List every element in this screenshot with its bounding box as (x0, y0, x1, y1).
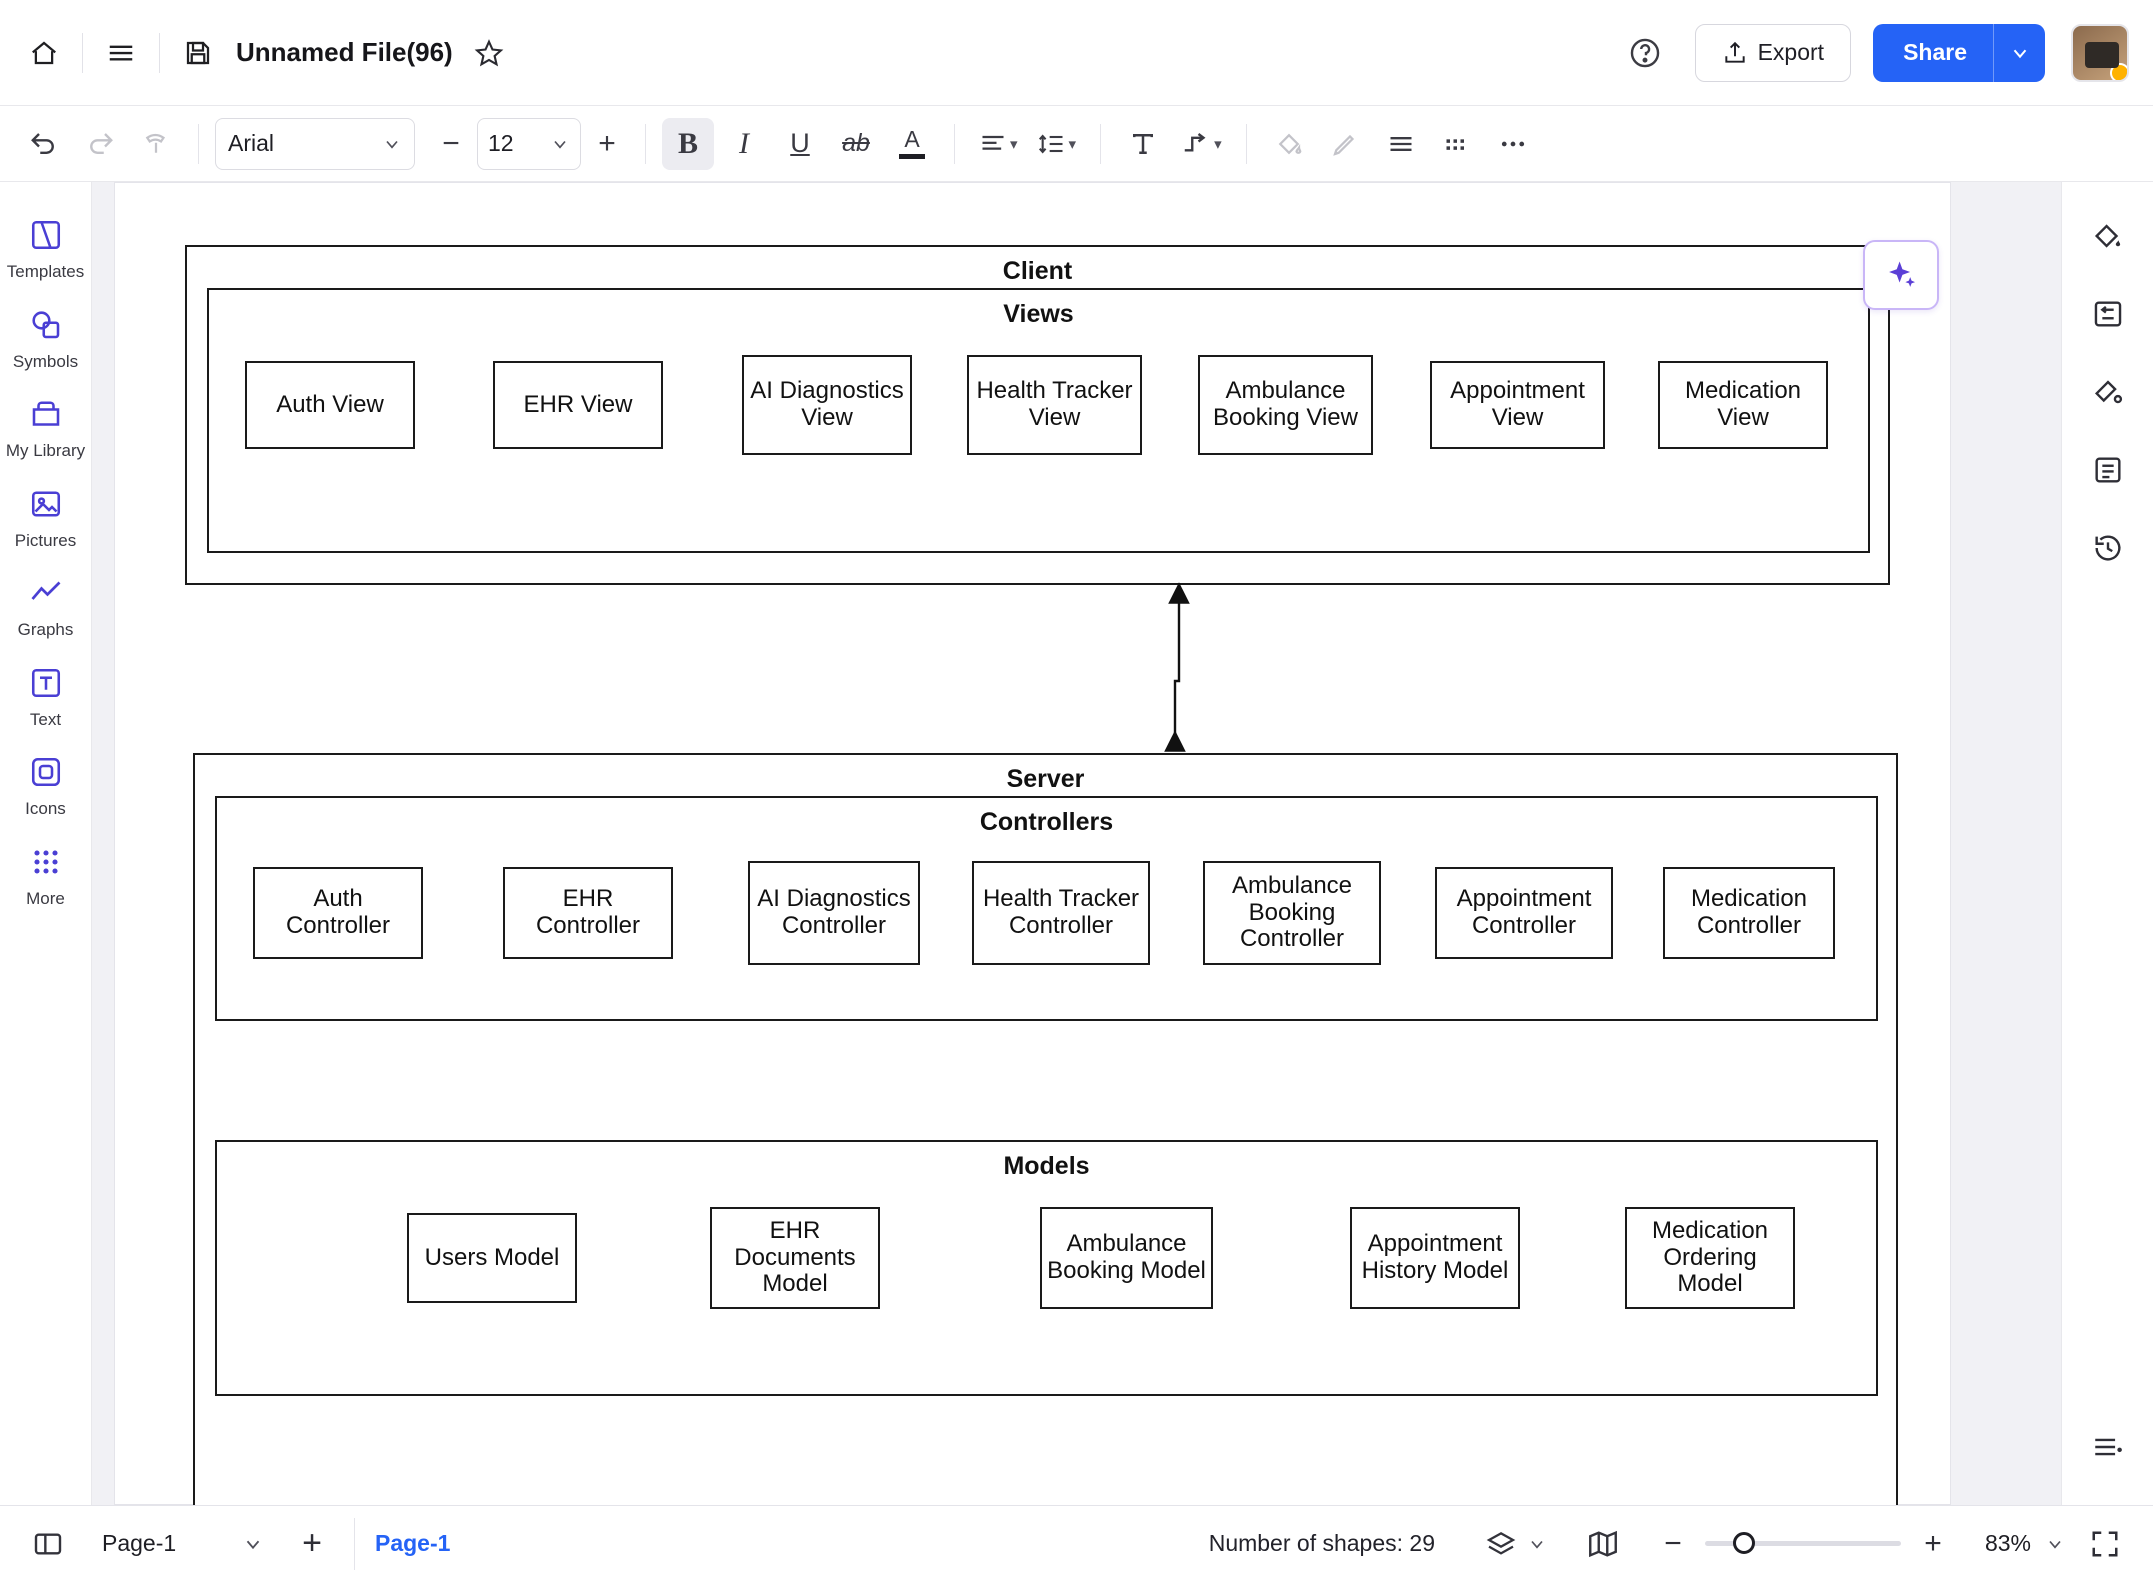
mvc-architecture-diagram[interactable] (115, 183, 1950, 1504)
text-align-icon[interactable] (971, 118, 1026, 170)
sidebar-label: Text (29, 709, 62, 729)
node-ambulance-booking-model[interactable] (1040, 1207, 1213, 1309)
document-page[interactable] (114, 182, 1951, 1505)
minimap-icon[interactable] (1577, 1518, 1629, 1570)
list-icon[interactable] (1375, 118, 1427, 170)
undo-icon[interactable] (18, 118, 70, 170)
fullscreen-icon[interactable] (2079, 1518, 2131, 1570)
sidebar-label: Symbols (12, 351, 79, 371)
node-ambulance-booking-view[interactable] (1198, 355, 1373, 455)
sidebar-item-pictures[interactable] (2, 475, 90, 561)
side-panel-icon[interactable] (22, 1518, 74, 1570)
position-icon[interactable] (2080, 286, 2136, 342)
node-label: EHR Controller (535, 885, 641, 939)
node-label: Appointment Controller (1456, 885, 1592, 939)
node-appointment-view[interactable] (1430, 361, 1605, 449)
divider (198, 124, 199, 164)
sidebar-label: Templates (6, 262, 85, 281)
font-color-swatch (899, 154, 925, 159)
node-auth-controller[interactable] (253, 867, 423, 959)
sidebar-label: Icons (25, 799, 66, 819)
sidebar-label: More (26, 888, 65, 908)
divider (954, 124, 955, 164)
redo-icon[interactable] (74, 118, 126, 170)
strikethrough-button[interactable]: ab (842, 129, 870, 157)
avatar-badge (2110, 63, 2129, 82)
increase-font-size-button[interactable]: + (598, 126, 616, 160)
status-bar (0, 1505, 2153, 1581)
graphs-icon (25, 572, 67, 614)
node-users-model[interactable] (407, 1213, 577, 1303)
sidebar-item-more[interactable] (2, 833, 90, 919)
underline-button[interactable]: U (790, 128, 810, 158)
node-medication-controller[interactable] (1663, 867, 1835, 959)
connector-icon[interactable] (1173, 118, 1230, 170)
chevron-down-icon (550, 134, 570, 154)
format-painter-icon[interactable] (130, 118, 182, 170)
font-size-group (429, 118, 629, 170)
ai-assistant-button[interactable] (1863, 240, 1939, 310)
node-auth-view[interactable] (245, 361, 415, 449)
line-spacing-icon[interactable] (1030, 118, 1085, 170)
node-medication-view[interactable] (1658, 361, 1828, 449)
sidebar-label: Pictures (14, 530, 77, 550)
node-label: Ambulance Booking Model (1047, 1230, 1206, 1284)
workspace (0, 182, 2153, 1505)
font-color-button[interactable] (886, 118, 938, 170)
node-label: Users Model (424, 1243, 560, 1271)
node-ehr-controller[interactable] (503, 867, 673, 959)
my-library-icon (25, 393, 67, 435)
export-label: Export (1757, 39, 1825, 65)
node-label: Medication Controller (1690, 885, 1808, 939)
node-label: Appointment View (1450, 377, 1585, 431)
more-options-icon[interactable] (1487, 118, 1539, 170)
node-label: Health Tracker View (976, 377, 1133, 431)
node-label: Medication Ordering Model (1651, 1216, 1769, 1298)
divider (645, 124, 646, 164)
node-ehr-view[interactable] (493, 361, 663, 449)
font-family-select[interactable] (215, 118, 415, 170)
font-size-value: 12 (488, 130, 514, 156)
sidebar-item-templates[interactable] (2, 206, 90, 292)
home-icon[interactable] (18, 27, 70, 79)
symbols-icon (25, 304, 67, 346)
chevron-down-icon: ▾ (1010, 135, 1018, 153)
chevron-down-icon: ▾ (1068, 135, 1077, 153)
help-icon[interactable] (1619, 27, 1671, 79)
left-sidebar (0, 182, 92, 1505)
node-label: AI Diagnostics Controller (757, 885, 911, 939)
node-label: Auth View (276, 390, 384, 418)
node-health-tracker-controller[interactable] (972, 861, 1150, 965)
right-sidebar (2061, 182, 2153, 1505)
divider (1100, 124, 1101, 164)
font-color-icon (899, 128, 925, 159)
avatar[interactable] (2071, 24, 2129, 82)
controllers-title: Controllers (979, 808, 1114, 836)
node-label: Ambulance Booking View (1213, 377, 1358, 431)
node-medication-ordering-model[interactable] (1625, 1207, 1795, 1309)
sidebar-label: Graphs (17, 620, 74, 640)
node-label: EHR Documents Model (734, 1216, 856, 1298)
title-bar (0, 0, 2153, 106)
format-toolbar (0, 106, 2153, 182)
node-health-tracker-view[interactable] (967, 355, 1142, 455)
zoom-value[interactable]: 83% (1984, 1530, 2031, 1556)
font-size-select[interactable] (477, 118, 581, 170)
icons-icon (25, 751, 67, 793)
page-settings-icon[interactable] (2080, 442, 2136, 498)
zoom-slider[interactable] (1705, 1541, 1901, 1546)
page-tab-page-1[interactable]: Page-1 (354, 1518, 470, 1570)
text-box-button[interactable] (1117, 118, 1169, 170)
add-page-button[interactable]: + (302, 1524, 322, 1562)
export-button[interactable] (1695, 24, 1851, 82)
node-label: Ambulance Booking Controller (1231, 871, 1353, 953)
star-icon[interactable] (463, 27, 515, 79)
zoom-slider-handle[interactable] (1733, 1532, 1755, 1554)
share-button[interactable] (1873, 24, 2045, 82)
pictures-icon (25, 483, 67, 525)
page-select-value: Page-1 (102, 1530, 177, 1556)
node-ehr-documents-model[interactable] (710, 1207, 880, 1309)
decrease-font-size-button[interactable]: − (442, 126, 460, 160)
server-title: Server (1006, 765, 1085, 793)
zoom-out-button[interactable]: − (1664, 1526, 1682, 1560)
more-icon (25, 841, 67, 883)
page-select[interactable] (88, 1518, 278, 1570)
pen-icon[interactable] (1319, 118, 1371, 170)
chevron-down-icon: ▾ (1214, 135, 1222, 153)
font-color-label: A (904, 126, 920, 152)
arrow-client-server[interactable] (1155, 581, 1195, 753)
chevron-down-icon[interactable] (1527, 1534, 1547, 1554)
italic-button[interactable]: I (739, 126, 749, 160)
node-label: Auth Controller (285, 885, 391, 939)
canvas-area[interactable] (92, 182, 2061, 1505)
sidebar-item-my-library[interactable] (2, 385, 90, 471)
sidebar-item-icons[interactable] (2, 743, 90, 829)
layers-panel-icon[interactable] (2080, 1419, 2136, 1475)
sidebar-item-text[interactable] (2, 654, 90, 740)
grid-icon[interactable] (1431, 118, 1483, 170)
node-appointment-history-model[interactable] (1350, 1207, 1520, 1309)
node-appointment-controller[interactable] (1435, 867, 1613, 959)
export-icon (1722, 40, 1748, 66)
share-label: Share (1903, 39, 1967, 65)
chevron-down-icon (242, 1533, 264, 1555)
models-title: Models (1003, 1152, 1090, 1180)
layers-icon[interactable] (1475, 1518, 1527, 1570)
node-ai-diagnostics-view[interactable] (742, 355, 912, 455)
ai-sparkle-icon (1884, 258, 1918, 292)
save-disk-icon[interactable] (172, 27, 224, 79)
divider (159, 33, 160, 73)
font-family-value: Arial (228, 130, 275, 156)
fill-style-icon[interactable] (2080, 208, 2136, 264)
history-icon[interactable] (2080, 520, 2136, 576)
node-ambulance-booking-controller[interactable] (1203, 861, 1381, 965)
views-title: Views (1003, 300, 1074, 328)
node-label: AI Diagnostics View (750, 377, 904, 431)
sidebar-item-symbols[interactable] (2, 296, 90, 382)
sidebar-label: My Library (5, 441, 86, 461)
divider (82, 33, 83, 73)
sidebar-item-graphs[interactable] (2, 564, 90, 650)
chevron-down-icon[interactable] (2045, 1534, 2065, 1554)
hamburger-menu-icon[interactable] (95, 27, 147, 79)
node-ai-diagnostics-controller[interactable] (748, 861, 920, 965)
client-title: Client (1002, 257, 1073, 285)
chevron-down-icon (382, 134, 402, 154)
bold-button[interactable]: B (662, 118, 714, 170)
node-label: EHR View (523, 390, 633, 418)
zoom-in-button[interactable]: + (1924, 1526, 1942, 1560)
file-title[interactable]: Unnamed File(96) (236, 37, 453, 67)
node-label: Appointment History Model (1361, 1230, 1509, 1284)
divider (1246, 124, 1247, 164)
zoom-control (1655, 1527, 2065, 1561)
node-label: Medication View (1684, 377, 1802, 431)
shapes-count-label: Number of shapes: 29 (1208, 1530, 1435, 1556)
templates-icon (25, 214, 67, 256)
text-icon (25, 662, 67, 704)
chevron-down-icon[interactable] (1993, 24, 2045, 82)
node-label: Health Tracker Controller (982, 885, 1140, 939)
theme-icon[interactable] (2080, 364, 2136, 420)
fill-bucket-icon[interactable] (1263, 118, 1315, 170)
